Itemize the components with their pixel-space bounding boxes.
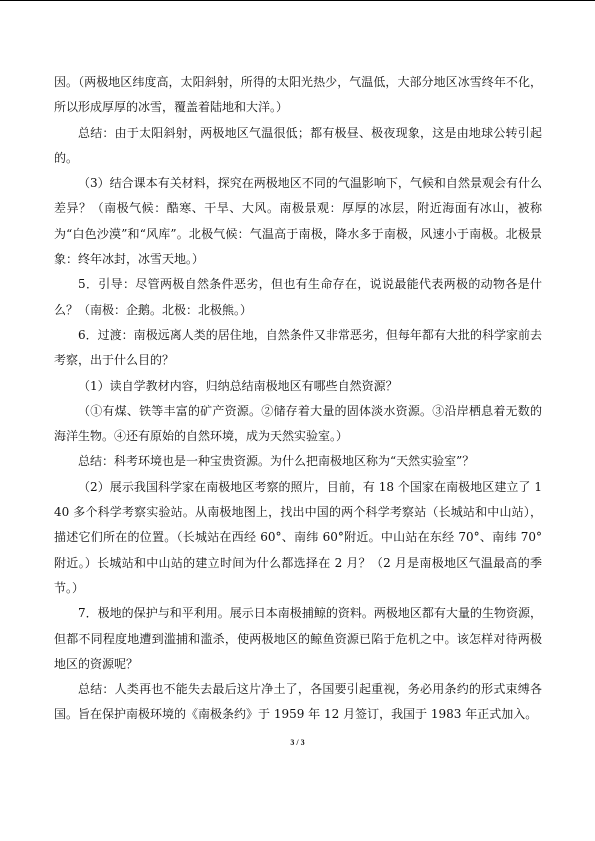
paragraph: （2）展示我国科学家在南极地区考察的照片，目前，有 18 个国家在南极地区建立了 140 多个科学考察实验站。从南极地图上，找出中国的两个科学考察站（长城站和中山站），描述它们所在的位置。（长城站在西经 60°、南纬 60°附近。中山站在东经 70°、南纬 70°附近。）长城站和中山站的建立时间为什么都选择在 2 月？（2 月是南极地区气温最高的季节。） [54,479,542,595]
paragraph: （①有煤、铁等丰富的矿产资源。②储存着大量的固体淡水资源。③沿岸栖息着无数的海洋生物。④还有原始的自然环境，成为天然实验室。） [54,403,542,444]
paragraph: 总结：科考环境也是一种宝贵资源。为什么把南极地区称为“天然实验室”？ [78,454,475,469]
paragraph: 总结：人类再也不能失去最后这片净土了，各国要引起重视，务必用条约的形式束缚各国。旨在保护南极环境的《南极条约》于 1959 年 12 月签订，我国于 1983 年正式加入。 [54,682,542,722]
paragraph: 总结：由于太阳斜射，两极地区气温很低；都有极昼、极夜现象，这是由地球公转引起的。 [54,125,542,165]
paragraph: （3）结合课本有关材料，探究在两极地区不同的气温影响下，气候和自然景观会有什么差异？（南极气候：酷寒、干旱、大风。南极景观：厚厚的冰层，附近海面有冰山，被称为“白色沙漠”和“风库”。北极气候：气温高于南极，降水多于南极，风速小于南极。北极景象：终年冰封，冰雪天地。） [54,176,542,267]
document-body [54,70,542,728]
paragraph: 因。（两极地区纬度高，太阳斜射，所得的太阳光热少，气温低，大部分地区冰雪终年不化，所以形成厚厚的冰雪，覆盖着陆地和大洋。） [54,75,542,115]
page-number: 3 / 3 [290,738,305,747]
paragraph: （1）读自学教材内容，归纳总结南极地区有哪些自然资源？ [78,378,398,393]
header-rule [0,0,595,1]
paragraph: 7．极地的保护与和平利用。展示日本南极捕鲸的资料。两极地区都有大量的生物资源，但都不同程度地遭到滥捕和滥杀，使两极地区的鲸鱼资源已陷于危机之中。该怎样对待两极地区的资源呢？ [54,606,542,671]
paragraph: 5．引导：尽管两极自然条件恶劣，但也有生命存在，说说最能代表两极的动物各是什么？（南极：企鹅。北极：北极熊。） [54,277,542,317]
paragraph: 6．过渡：南极远离人类的居住地，自然条件又非常恶劣，但每年都有大批的科学家前去考察，出于什么目的？ [54,327,542,368]
